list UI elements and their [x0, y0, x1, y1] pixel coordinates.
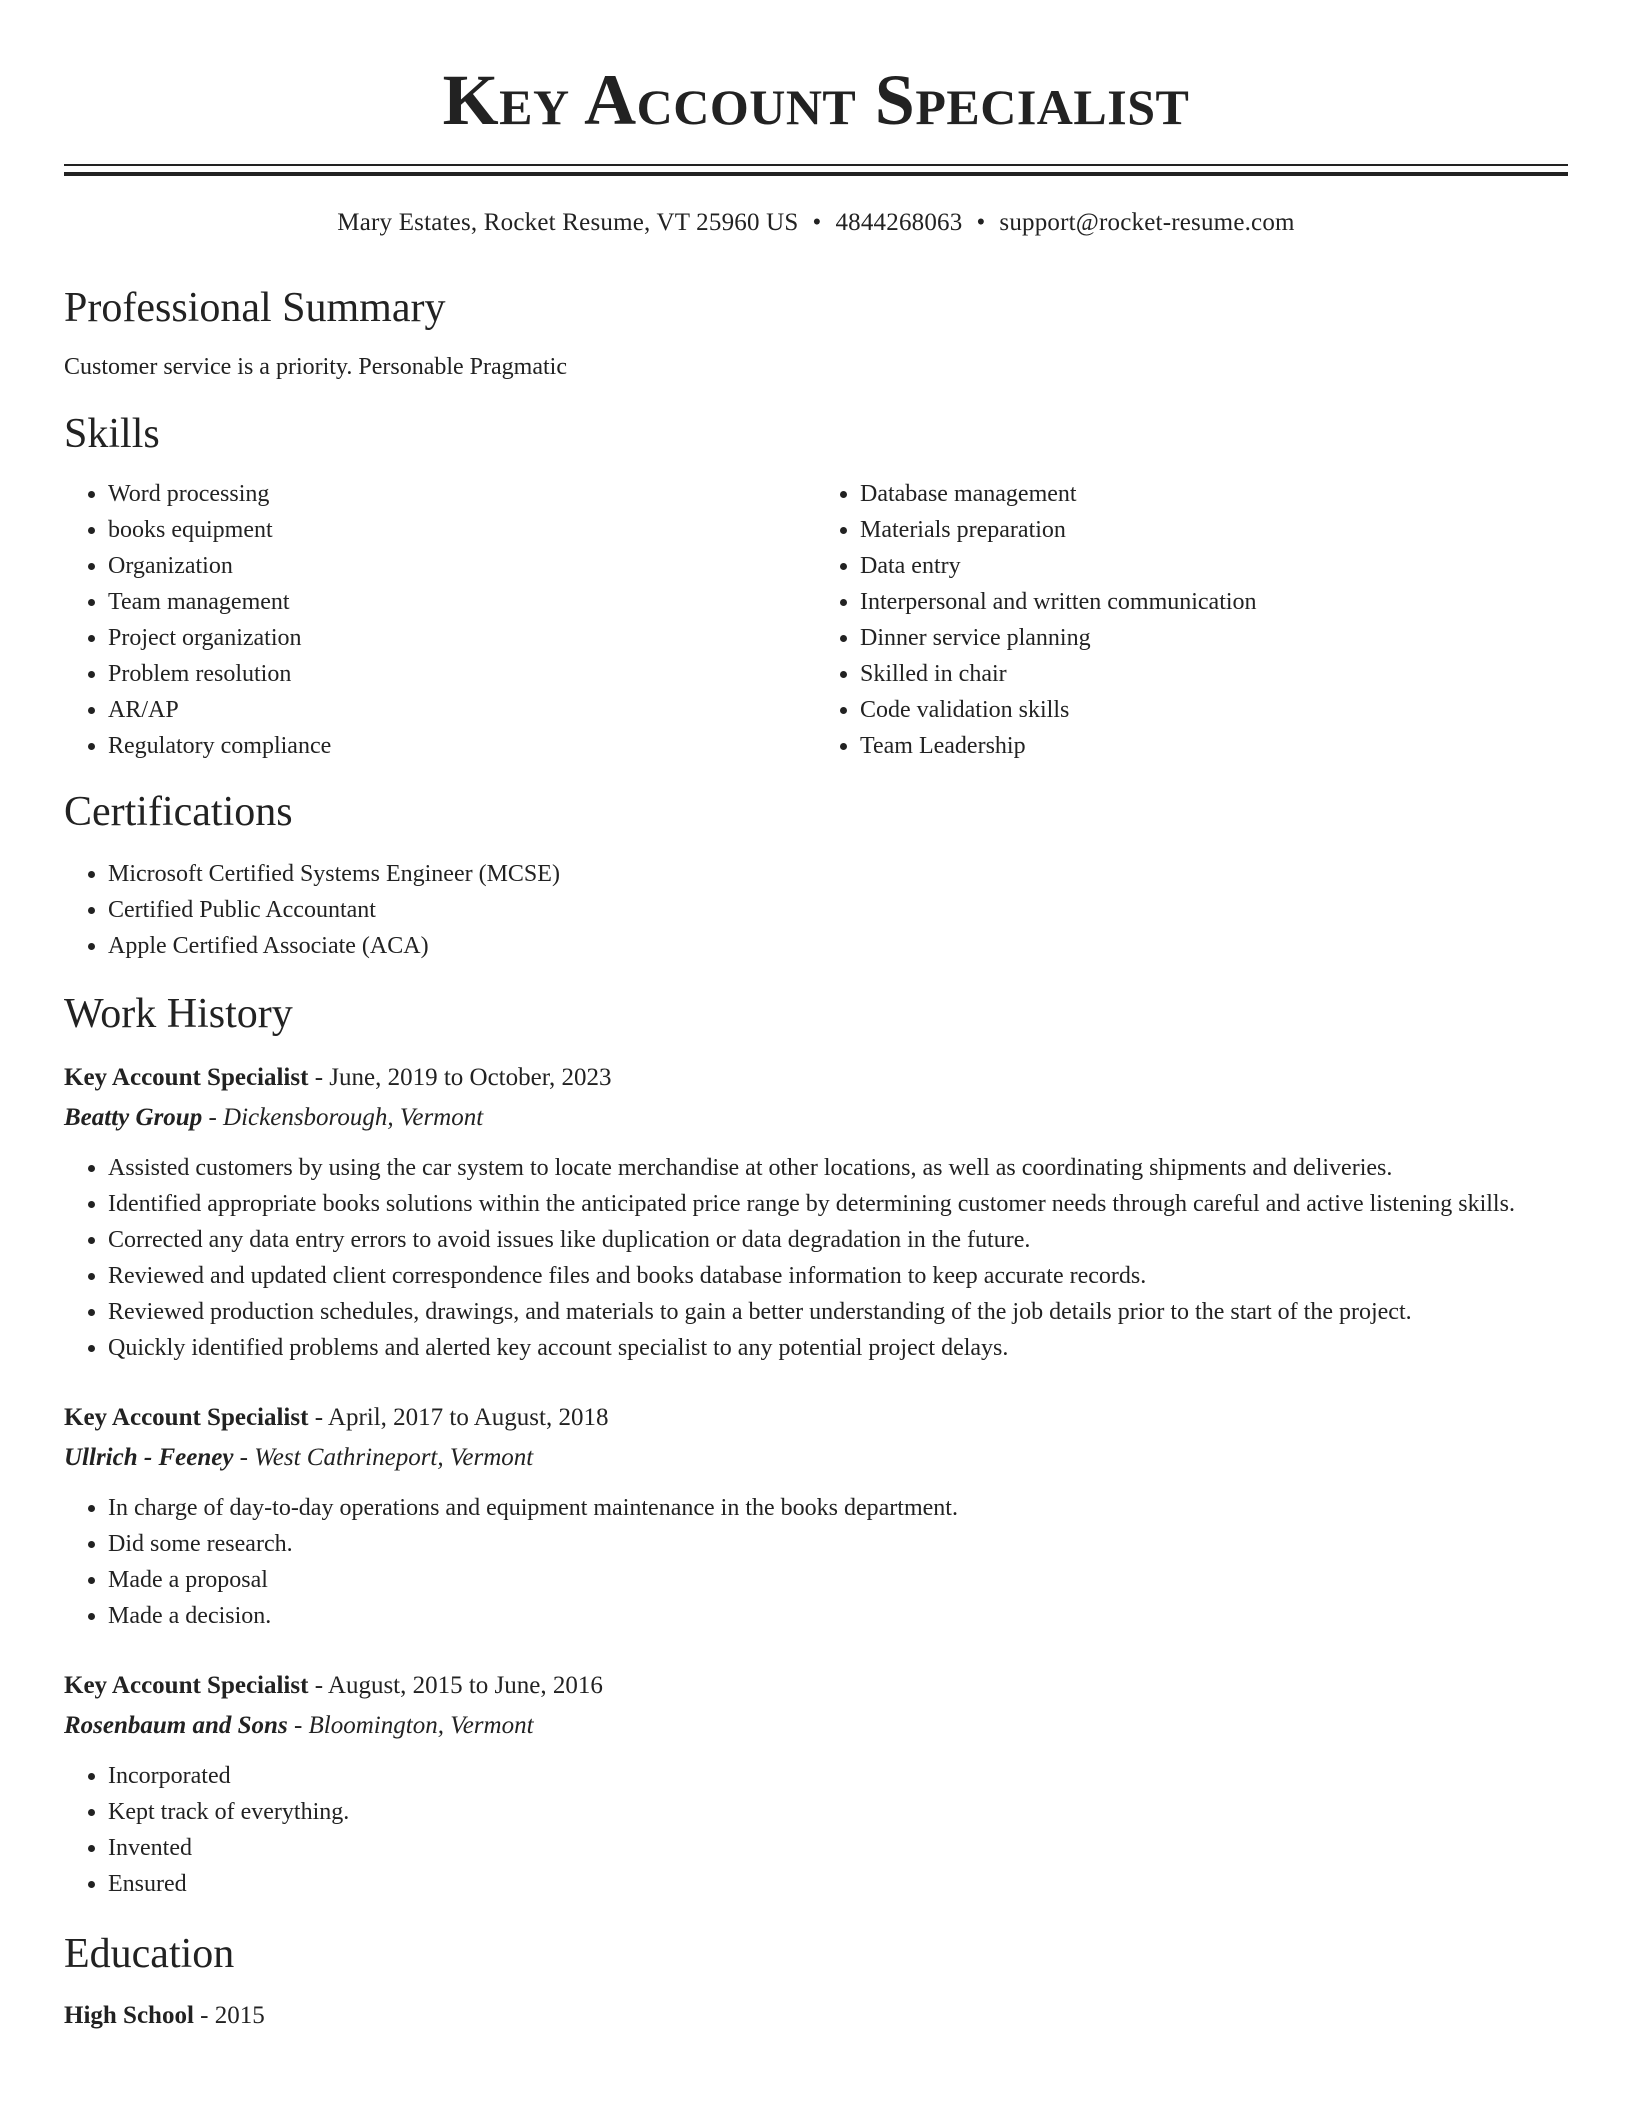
skill-item: • Data entry — [860, 548, 1568, 584]
skill-item: • Team Leadership — [860, 728, 1568, 764]
job-dates: - August, 2015 to June, 2016 — [308, 1672, 603, 1699]
job-bullet: • Reviewed production schedules, drawings, and materials to gain a better understanding of the job details prior to the start of the project. — [108, 1294, 1568, 1330]
skills-heading: Skills — [64, 411, 160, 457]
job-bullet: • Ensured — [108, 1866, 1568, 1902]
summary-heading: Professional Summary — [64, 285, 446, 331]
skill-item: • Skilled in chair — [860, 656, 1568, 692]
job-bullets — [64, 1758, 1568, 1902]
title-divider-thin — [64, 164, 1568, 166]
contact-separator: • — [812, 209, 822, 236]
skill-item: • Team management — [108, 584, 816, 620]
job-title-line — [64, 1666, 1568, 1706]
job-entry — [64, 1398, 1568, 1634]
job-entry — [64, 1666, 1568, 1902]
skill-item: • AR/AP — [108, 692, 816, 728]
skill-item: • Code validation skills — [860, 692, 1568, 728]
work-history-heading: Work History — [64, 991, 293, 1037]
skill-item: • books equipment — [108, 512, 816, 548]
skill-item: • Word processing — [108, 476, 816, 512]
job-bullet: • Made a decision. — [108, 1598, 1568, 1634]
skill-item: • Problem resolution — [108, 656, 816, 692]
contact-line — [64, 206, 1568, 240]
job-bullet: • Kept track of everything. — [108, 1794, 1568, 1830]
education-heading: Education — [64, 1931, 235, 1977]
job-company: Beatty Group — [64, 1104, 203, 1131]
job-company: Ullrich - Feeney — [64, 1444, 234, 1471]
job-bullet: • Did some research. — [108, 1526, 1568, 1562]
job-bullet: • Quickly identified problems and alerted key account specialist to any potential project delays. — [108, 1330, 1568, 1366]
job-title-line — [64, 1058, 1568, 1098]
certifications-heading: Certifications — [64, 789, 293, 835]
education-year: - 2015 — [193, 2002, 265, 2029]
certifications-list — [64, 856, 1568, 964]
certification-item: • Microsoft Certified Systems Engineer (MCSE) — [108, 856, 1568, 892]
job-bullets — [64, 1150, 1568, 1366]
job-company: Rosenbaum and Sons — [64, 1712, 288, 1739]
job-title-line — [64, 1398, 1568, 1438]
skill-item: • Dinner service planning — [860, 620, 1568, 656]
job-bullet: • Incorporated — [108, 1758, 1568, 1794]
job-company-line — [64, 1706, 1568, 1746]
job-bullets — [64, 1490, 1568, 1634]
skill-item: • Database management — [860, 476, 1568, 512]
skills-list-left — [64, 476, 816, 764]
job-dates: - April, 2017 to August, 2018 — [308, 1404, 609, 1431]
resume-title: Key Account Specialist — [442, 60, 1190, 140]
skill-item: • Materials preparation — [860, 512, 1568, 548]
skill-item: • Regulatory compliance — [108, 728, 816, 764]
job-entry — [64, 1058, 1568, 1366]
job-dates: - June, 2019 to October, 2023 — [308, 1064, 612, 1091]
job-location: - Dickensborough, Vermont — [202, 1104, 484, 1131]
job-bullet: • Assisted customers by using the car system to locate merchandise at other locations, as well as coordinating shipments and deliveries. — [108, 1150, 1568, 1186]
skill-item: • Project organization — [108, 620, 816, 656]
education-entry — [64, 1996, 1568, 2036]
job-title: Key Account Specialist — [64, 1404, 309, 1431]
certification-item: • Certified Public Accountant — [108, 892, 1568, 928]
skills-list-right — [816, 476, 1568, 764]
skill-item: • Organization — [108, 548, 816, 584]
job-title: Key Account Specialist — [64, 1064, 309, 1091]
contact-email: support@rocket-resume.com — [999, 209, 1295, 236]
job-title: Key Account Specialist — [64, 1672, 309, 1699]
job-bullet: • In charge of day-to-day operations and equipment maintenance in the books department. — [108, 1490, 1568, 1526]
job-bullet: • Reviewed and updated client correspondence files and books database information to keep accurate records. — [108, 1258, 1568, 1294]
skill-item: • Interpersonal and written communication — [860, 584, 1568, 620]
job-bullet: • Made a proposal — [108, 1562, 1568, 1598]
summary-text: Customer service is a priority. Personable Pragmatic — [64, 354, 567, 380]
education-degree: High School — [64, 2002, 194, 2029]
certification-item: • Apple Certified Associate (ACA) — [108, 928, 1568, 964]
resume-page — [64, 0, 1568, 2036]
job-location: - Bloomington, Vermont — [287, 1712, 534, 1739]
job-bullet: • Identified appropriate books solutions within the anticipated price range by determining customer needs through careful and active listening skills. — [108, 1186, 1568, 1222]
job-bullet: • Invented — [108, 1830, 1568, 1866]
skills-columns — [64, 476, 1568, 764]
job-bullet: • Corrected any data entry errors to avoid issues like duplication or data degradation in the future. — [108, 1222, 1568, 1258]
contact-phone: 4844268063 — [835, 209, 963, 236]
contact-separator: • — [976, 209, 986, 236]
contact-address: Mary Estates, Rocket Resume, VT 25960 US — [337, 209, 799, 236]
title-divider-thick — [64, 172, 1568, 176]
job-company-line — [64, 1098, 1568, 1138]
job-company-line — [64, 1438, 1568, 1478]
job-location: - West Cathrineport, Vermont — [233, 1444, 534, 1471]
